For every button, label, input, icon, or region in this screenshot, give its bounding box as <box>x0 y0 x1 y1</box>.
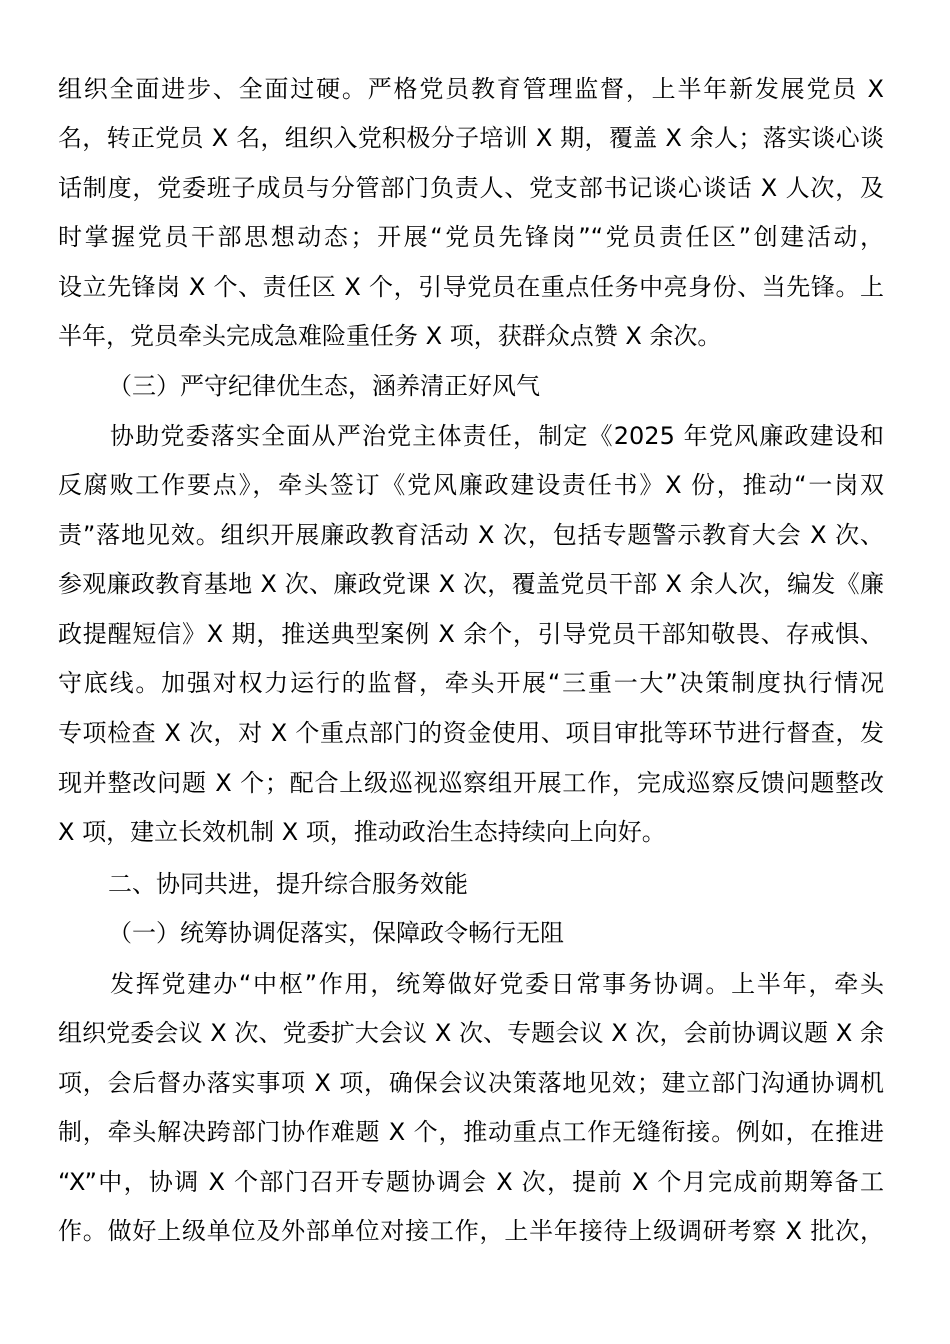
text-line: 话制度，党委班子成员与分管部门负责人、党支部书记谈心谈话 X 人次，及 <box>58 174 884 202</box>
text-line: 现并整改问题 X 个；配合上级巡视巡察组开展工作，完成巡察反馈问题整改 <box>58 769 884 797</box>
paragraph-first-line: 发挥党建办“中枢”作用，统筹做好党委日常事务协调。上半年，牵头 <box>110 970 884 998</box>
text-line: 政提醒短信》X 期，推送典型案例 X 余个，引导党员干部知敬畏、存戒惧、 <box>58 620 884 648</box>
text-line: 参观廉政教育基地 X 次、廉政党课 X 次，覆盖党员干部 X 余人次，编发《廉 <box>58 570 884 598</box>
text-line: 时掌握党员干部思想动态；开展“党员先锋岗”“党员责任区”创建活动， <box>58 223 884 251</box>
text-line: 专项检查 X 次，对 X 个重点部门的资金使用、项目审批等环节进行督查，发 <box>58 719 884 747</box>
section-heading: （三）严守纪律优生态，涵养清正好风气 <box>108 372 540 400</box>
text-line: 半年，党员牵头完成急难险重任务 X 项，获群众点赞 X 余次。 <box>58 322 722 350</box>
text-line: 名，转正党员 X 名，组织入党积极分子培训 X 期，覆盖 X 余人；落实谈心谈 <box>58 124 884 152</box>
text-line: 组织党委会议 X 次、党委扩大会议 X 次、专题会议 X 次，会前协调议题 X 余 <box>58 1019 884 1047</box>
text-line: 守底线。加强对权力运行的监督，牵头开展“三重一大”决策制度执行情况 <box>58 669 884 697</box>
text-line: “X”中，协调 X 个部门召开专题协调会 X 次，提前 X 个月完成前期筹备工 <box>58 1168 884 1196</box>
text-line: 责”落地见效。组织开展廉政教育活动 X 次，包括专题警示教育大会 X 次、 <box>58 521 884 549</box>
text-line: 设立先锋岗 X 个、责任区 X 个，引导党员在重点任务中亮身份、当先锋。上 <box>58 273 884 301</box>
text-line: 项，会后督办落实事项 X 项，确保会议决策落地见效；建立部门沟通协调机 <box>58 1069 884 1097</box>
text-line: 组织全面进步、全面过硬。严格党员教育管理监督，上半年新发展党员 X <box>58 75 884 103</box>
text-line: 作。做好上级单位及外部单位对接工作，上半年接待上级调研考察 X 批次， <box>58 1217 884 1245</box>
text-line: X 项，建立长效机制 X 项，推动政治生态持续向上向好。 <box>58 818 666 846</box>
section-heading: （一）统筹协调促落实，保障政令畅行无阻 <box>108 919 564 947</box>
chapter-heading: 二、协同共进，提升综合服务效能 <box>108 870 468 898</box>
text-line: 制，牵头解决跨部门协作难题 X 个，推动重点工作无缝衔接。例如，在推进 <box>58 1118 884 1146</box>
paragraph-first-line: 协助党委落实全面从严治党主体责任，制定《2025 年党风廉政建设和 <box>110 422 884 450</box>
text-line: 反腐败工作要点》，牵头签订《党风廉政建设责任书》X 份，推动“一岗双 <box>58 471 884 499</box>
